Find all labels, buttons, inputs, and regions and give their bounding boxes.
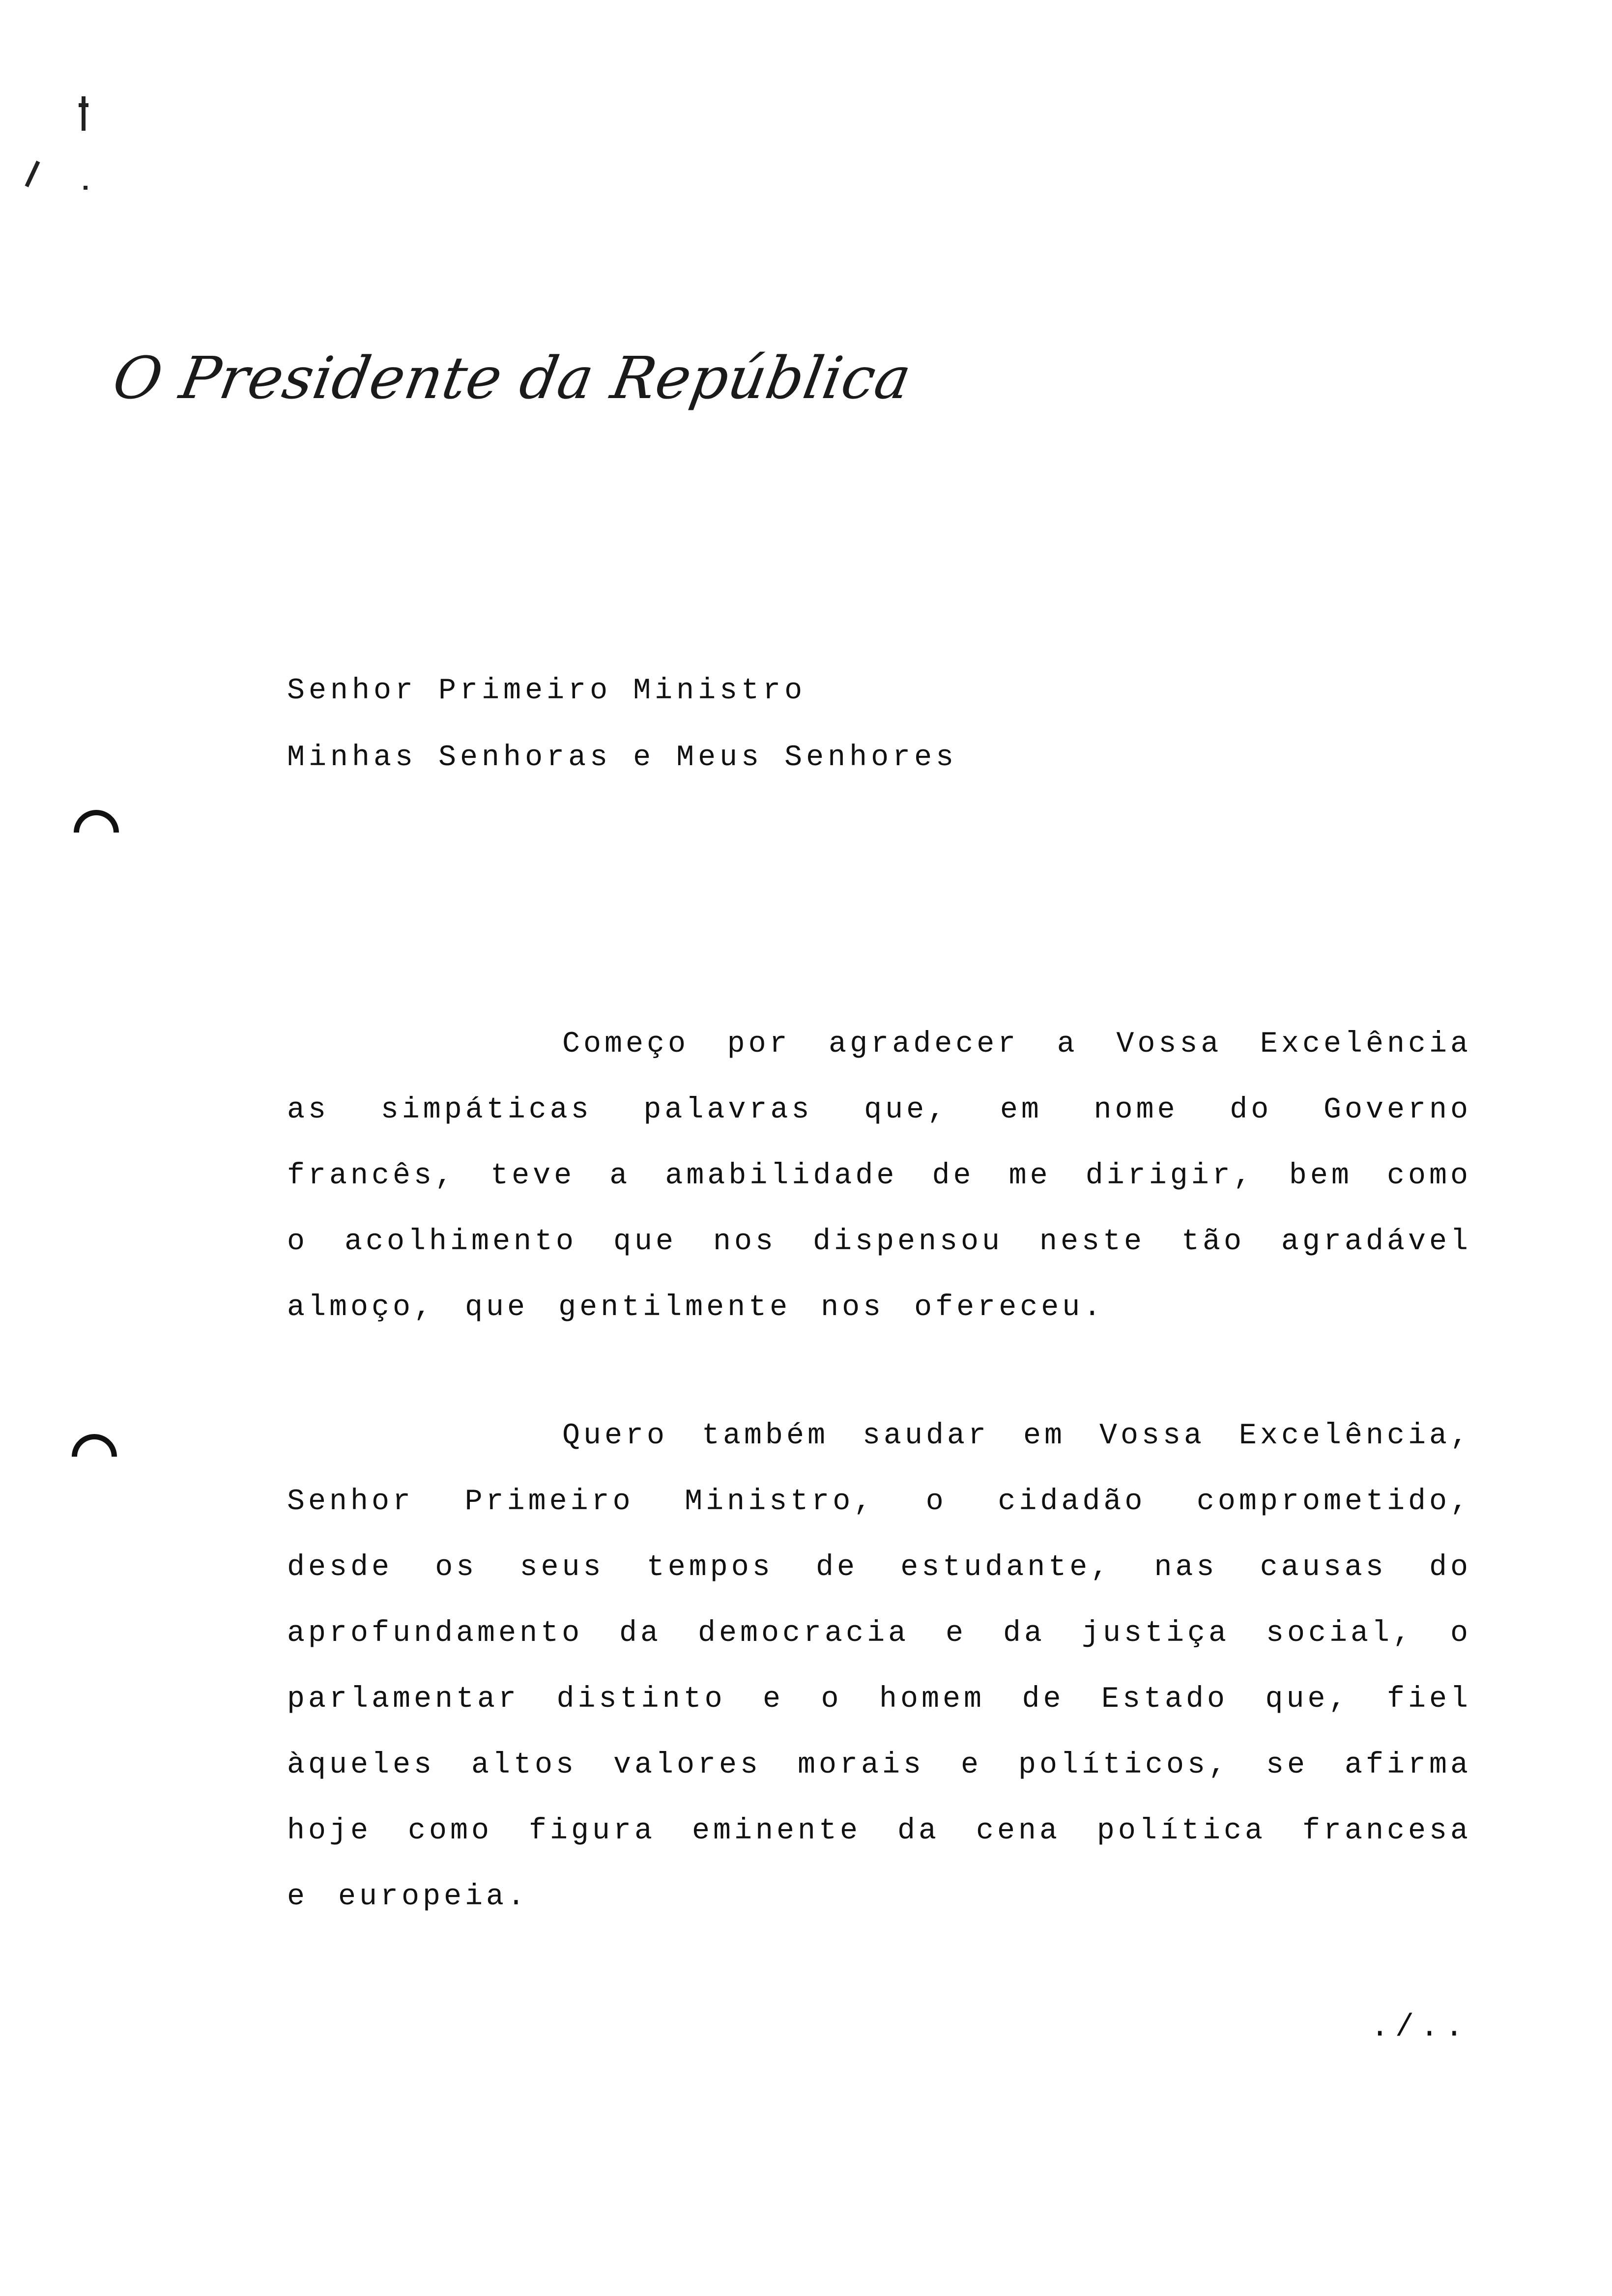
scan-mark-top [82,96,86,131]
salutation-line-1: Senhor Primeiro Ministro [287,674,806,708]
punch-hole-upper [64,801,128,864]
page-continuation-mark: ./.. [1370,2010,1469,2045]
body-paragraph-1: Começo por agradecer a Vossa Excelência as simpáticas palavras que, em nome do Governo francês, teve a amabilidade de me dirigir, bem como o acolhimento que nos dispensou neste tão agradável almoço, que gentilmente nos ofereceu. [287,1028,1471,1324]
scan-mark-small [84,186,87,190]
letterhead-title: O Presidente da República [108,344,917,412]
body-paragraph-2: Quero também saudar em Vossa Excelência, Senhor Primeiro Ministro, o cidadão comprometido, desde os seus tempos de estudante, nas causas do aprofundamento da democracia e da justiça social, o parlamentar distinto e o homem de Estado que, fiel àqueles altos valores morais e políticos, se afirma hoje como figura eminente da cena política francesa e europeia. [287,1419,1471,1914]
punch-hole-lower [62,1425,126,1489]
salutation-line-2: Minhas Senhoras e Meus Senhores [287,741,958,775]
scan-mark-dot [79,103,88,107]
scan-mark-slash [25,161,40,187]
